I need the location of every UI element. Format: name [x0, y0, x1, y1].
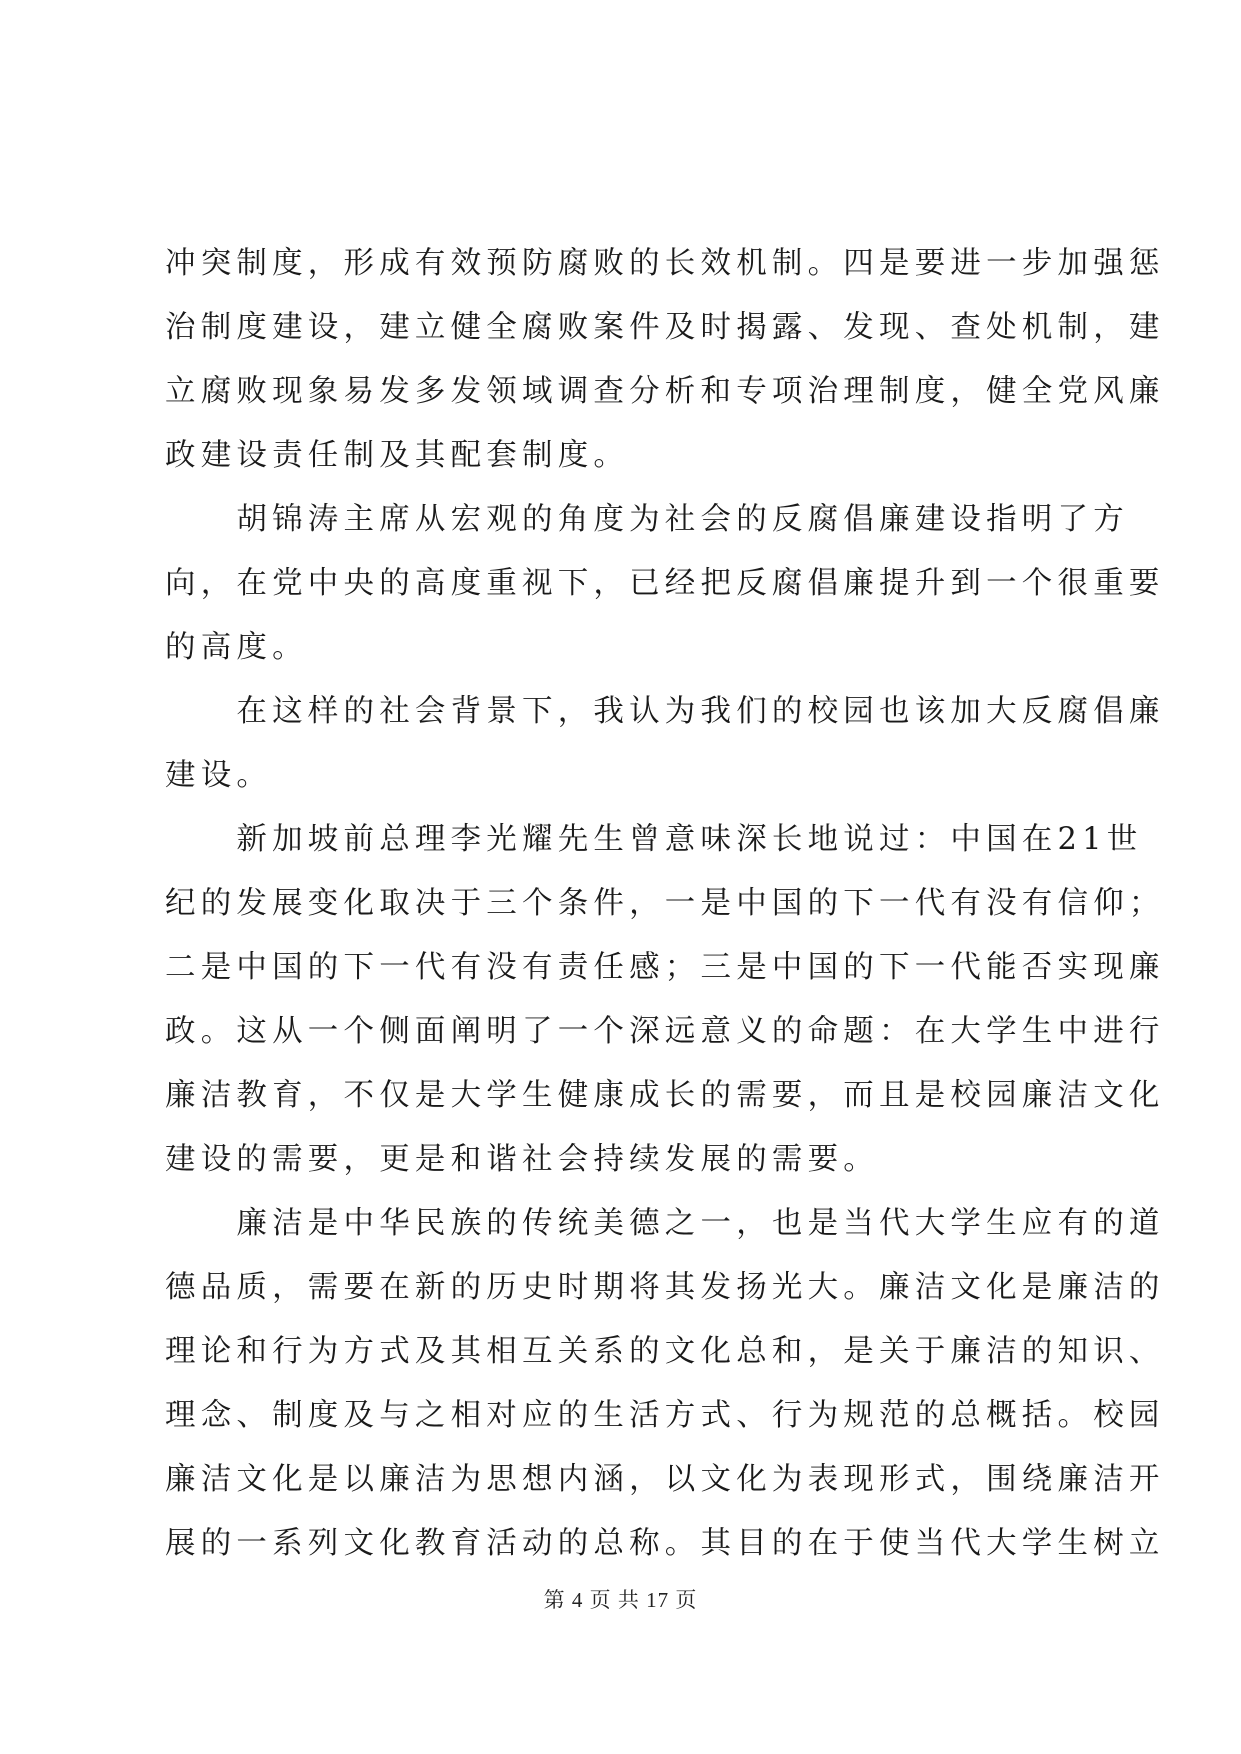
- text-line: 冲突制度，形成有效预防腐败的长效机制。四是要进一步加强惩: [165, 246, 1165, 281]
- text-line: 德品质，需要在新的历史时期将其发扬光大。廉洁文化是廉洁的: [165, 1270, 1165, 1305]
- text-line: 展的一系列文化教育活动的总称。其目的在于使当代大学生树立: [165, 1526, 1165, 1561]
- text-line: 向，在党中央的高度重视下，已经把反腐倡廉提升到一个很重要: [165, 566, 1165, 601]
- text-line: 新加坡前总理李光耀先生曾意味深长地说过：中国在21世: [165, 822, 1143, 857]
- text-line: 廉洁文化是以廉洁为思想内涵，以文化为表现形式，围绕廉洁开: [165, 1462, 1165, 1497]
- text-line: 治制度建设，建立健全腐败案件及时揭露、发现、查处机制，建: [165, 310, 1165, 345]
- text-line: 廉洁是中华民族的传统美德之一，也是当代大学生应有的道: [165, 1206, 1165, 1241]
- text-line: 理念、制度及与之相对应的生活方式、行为规范的总概括。校园: [165, 1398, 1165, 1433]
- text-line: 政。这从一个侧面阐明了一个深远意义的命题：在大学生中进行: [165, 1014, 1165, 1049]
- text-line: 立腐败现象易发多发领域调查分析和专项治理制度，健全党风廉: [165, 374, 1165, 409]
- page-footer: [0, 1584, 1241, 1614]
- text-line: 胡锦涛主席从宏观的角度为社会的反腐倡廉建设指明了方: [165, 502, 1129, 537]
- text-line: 在这样的社会背景下，我认为我们的校园也该加大反腐倡廉: [165, 694, 1165, 729]
- text-line: 政建设责任制及其配套制度。: [165, 438, 630, 473]
- text-line: 建设的需要，更是和谐社会持续发展的需要。: [165, 1142, 879, 1177]
- text-line: 二是中国的下一代有没有责任感；三是中国的下一代能否实现廉: [165, 950, 1165, 985]
- text-line: 建设。: [165, 758, 273, 793]
- document-body: [165, 232, 1165, 1576]
- text-line: 的高度。: [165, 630, 308, 665]
- text-line: 廉洁教育，不仅是大学生健康成长的需要，而且是校园廉洁文化: [165, 1078, 1165, 1113]
- text-line: 纪的发展变化取决于三个条件，一是中国的下一代有没有信仰；: [165, 886, 1165, 921]
- text-line: 理论和行为方式及其相互关系的文化总和，是关于廉洁的知识、: [165, 1334, 1165, 1369]
- page-number-label: 第 4 页 共 17 页: [543, 1588, 698, 1612]
